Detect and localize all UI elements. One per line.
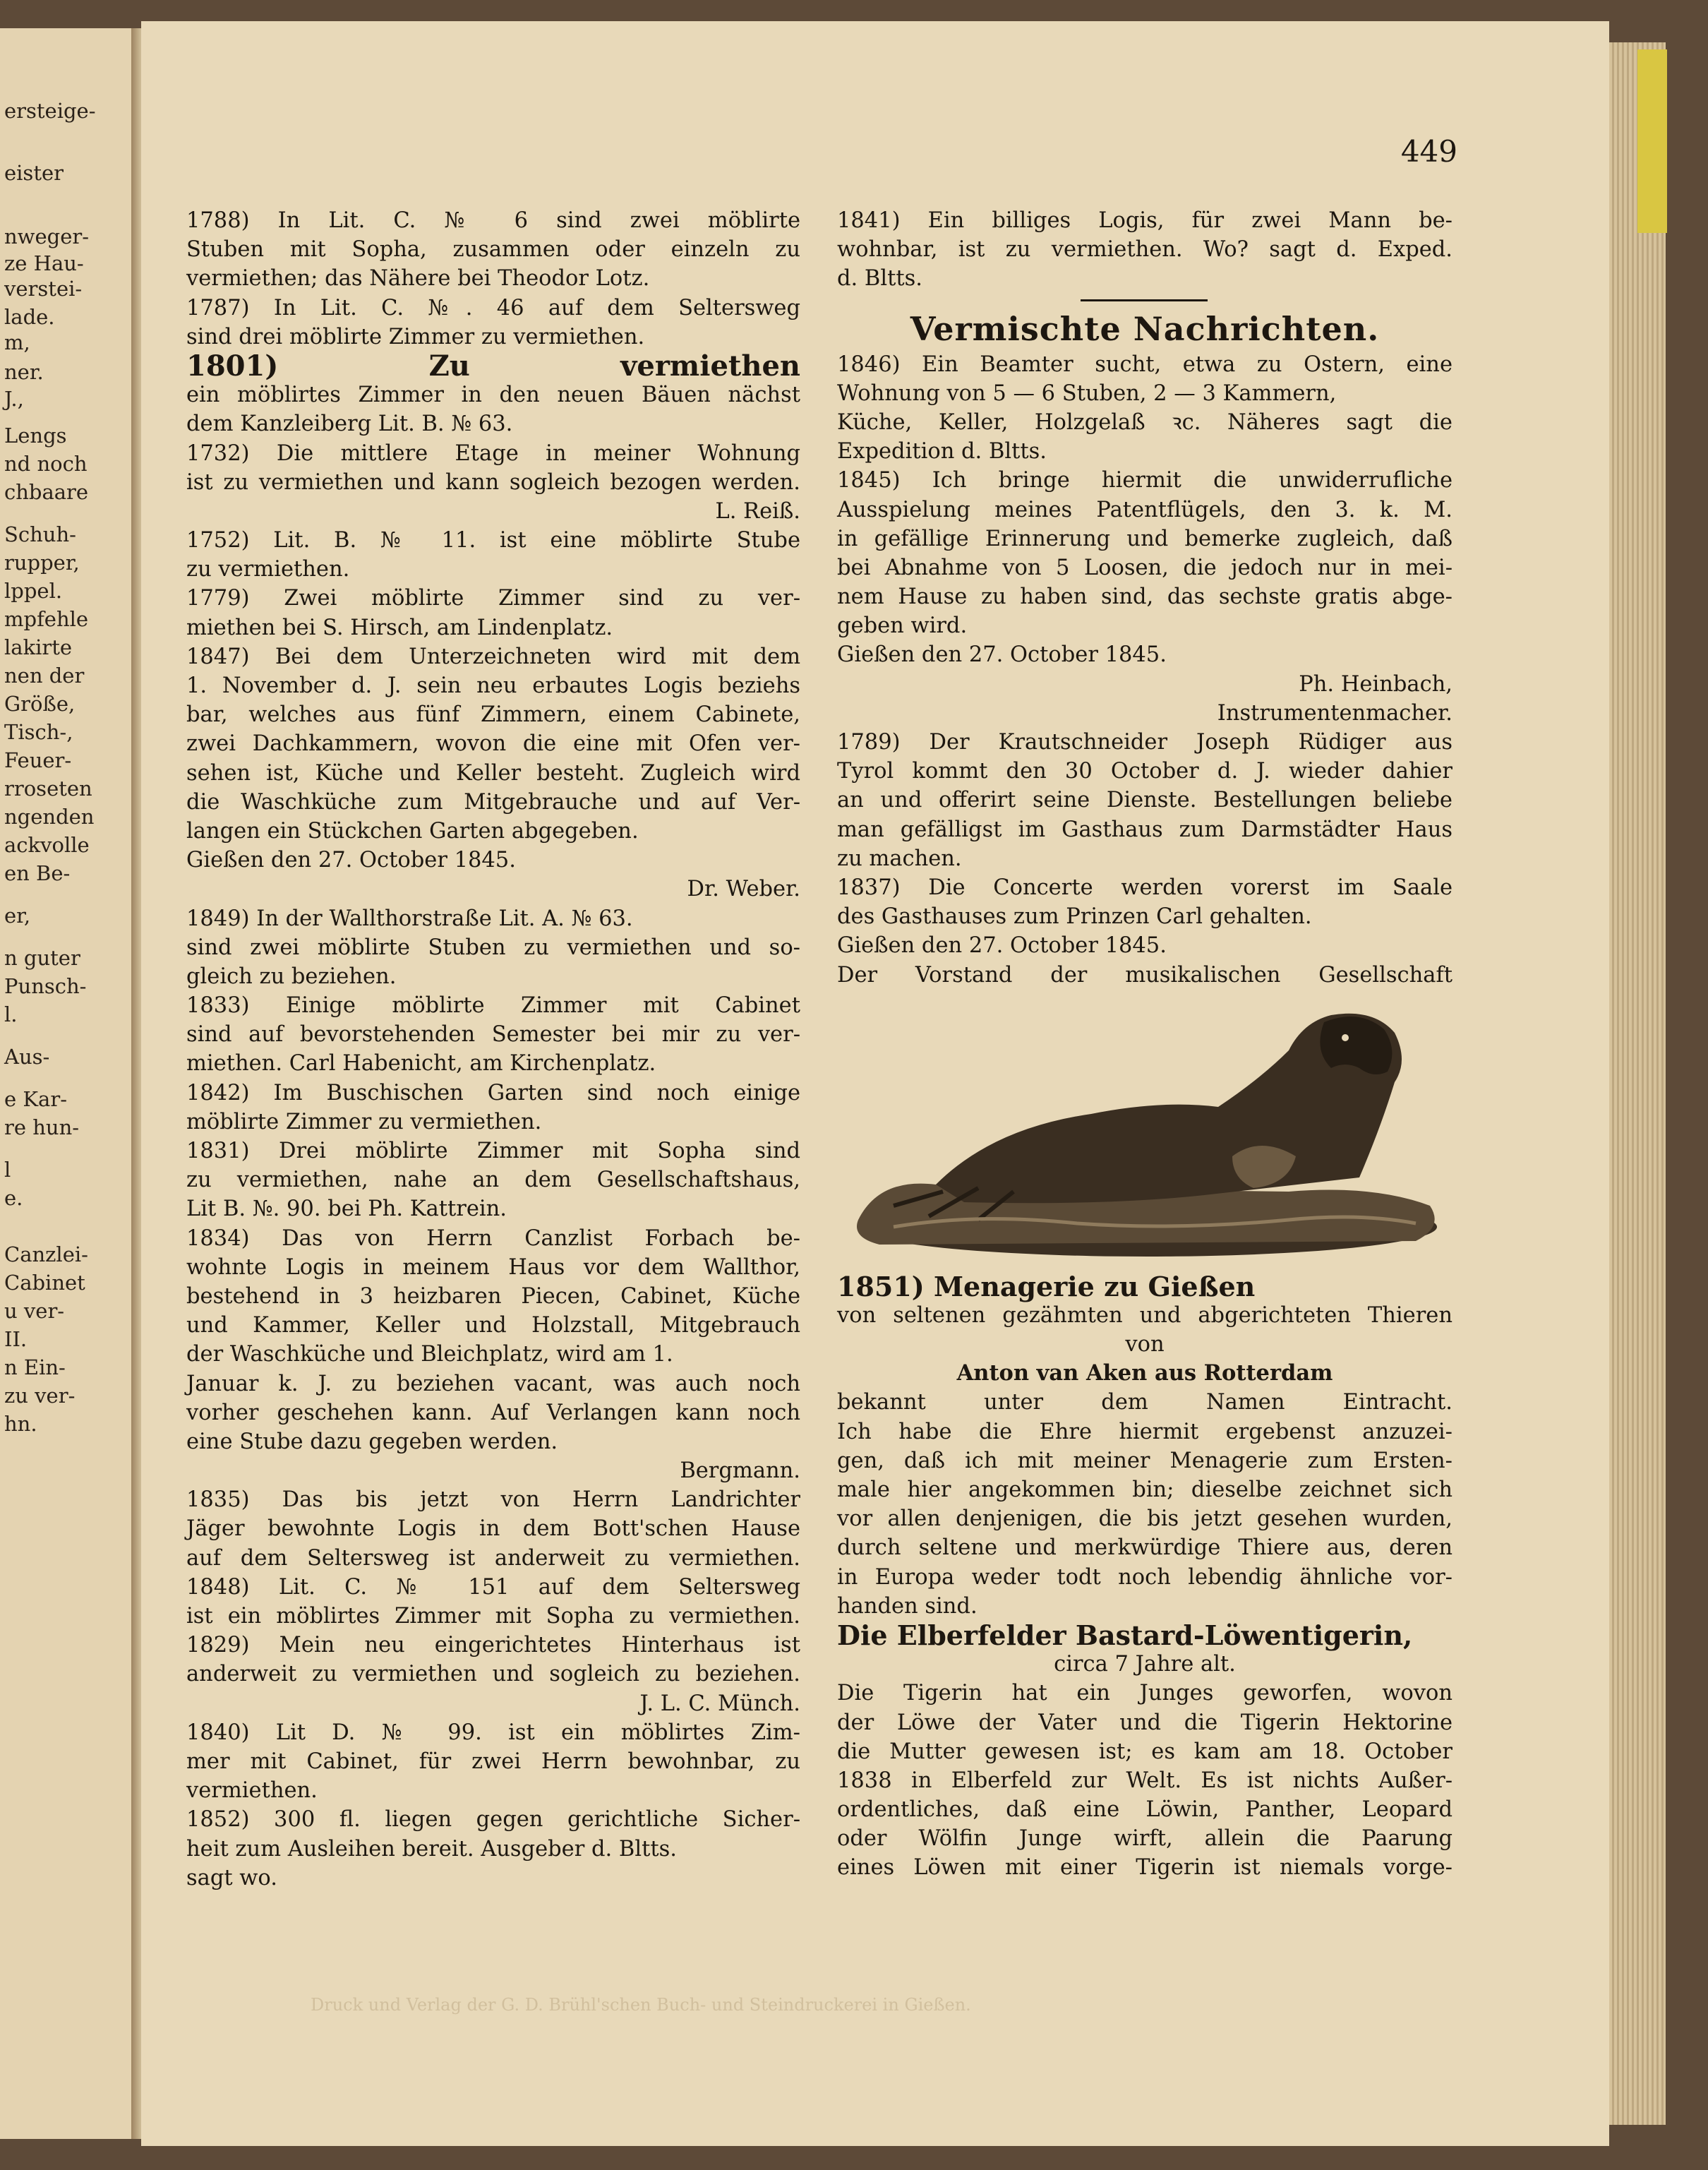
text-line: Gießen den 27. October 1845. — [186, 848, 516, 873]
text-line: 1835) Das bis jetzt von Herrn Landrichter — [186, 1487, 800, 1513]
left-page-text-fragment: verstei- — [4, 277, 83, 301]
text-line: male hier angekommen bin; dieselbe zeichnet sich — [837, 1477, 1453, 1502]
text-line: wohnte Logis in meinem Haus vor dem Wallthor, — [186, 1254, 800, 1280]
text-line: zu vermiethen. — [186, 557, 350, 582]
text-line: Jäger bewohnte Logis in dem Bott'schen Hause — [186, 1516, 800, 1542]
left-page-text-fragment: II. — [4, 1327, 28, 1351]
text-line: circa 7 Jahre alt. — [1054, 1652, 1236, 1677]
text-line: miethen. Carl Habenicht, am Kirchenplatz. — [186, 1051, 656, 1077]
text-line: Lit B. №. 90. bei Ph. Kattrein. — [186, 1197, 507, 1222]
text-line: 1852) 300 fl. liegen gegen gerichtliche Sicher- — [186, 1807, 800, 1833]
text-line: 1847) Bei dem Unterzeichneten wird mit dem — [186, 644, 800, 669]
text-line: zu vermiethen, nahe an dem Gesellschaftshaus, — [186, 1168, 800, 1193]
left-page-text-fragment: lppel. — [4, 579, 63, 603]
text-line: 1845) Ich bringe hiermit die unwiderrufliche — [837, 468, 1453, 493]
text-line: des Gasthauses zum Prinzen Carl gehalten. — [837, 904, 1312, 930]
text-line: gleich zu beziehen. — [186, 964, 397, 989]
text-line: bei Abnahme von 5 Loosen, die jedoch nur in mei- — [837, 555, 1453, 580]
left-page-text-fragment: Feuer- — [4, 748, 72, 772]
left-page-text-fragment: e. — [4, 1186, 23, 1210]
left-page-text-fragment: nen der — [4, 664, 85, 688]
text-line: 1801) Zu vermiethen — [186, 349, 800, 383]
page-edges — [1609, 42, 1666, 2125]
faint-printer-line: Druck und Verlag der G. D. Brühl'schen Buch- und Steindruckerei in Gießen. — [311, 1995, 971, 2015]
text-line: bar, welches aus fünf Zimmern, einem Cabinete, — [186, 702, 800, 728]
text-line: sind zwei möblirte Stuben zu vermiethen und so- — [186, 935, 800, 960]
text-line: ein möblirtes Zimmer in den neuen Bäuen nächst — [186, 383, 800, 408]
text-line: Januar k. J. zu beziehen vacant, was auch noch — [186, 1371, 800, 1396]
left-page-text-fragment: m, — [4, 330, 30, 354]
text-line: dem Kanzleiberg Lit. B. № 63. — [186, 412, 513, 437]
text-line: eine Stube dazu gegeben werden. — [186, 1429, 558, 1454]
text-line: miethen bei S. Hirsch, am Lindenplatz. — [186, 615, 613, 640]
text-line: Die Tigerin hat ein Junges geworfen, wovon — [837, 1681, 1453, 1706]
left-page-text-fragment: Canzlei- — [4, 1242, 88, 1266]
left-page-text-fragment: n guter — [4, 946, 80, 970]
left-page-text-fragment: Cabinet — [4, 1271, 85, 1295]
text-line: Ausspielung meines Patentflügels, den 3. k. M. — [837, 497, 1453, 522]
left-column — [186, 206, 800, 1893]
text-line: 1831) Drei möblirte Zimmer mit Sopha sind — [186, 1139, 800, 1163]
text-line: 1841) Ein billiges Logis, für zwei Mann be- — [837, 208, 1453, 233]
text-line: J. L. C. Münch. — [639, 1691, 800, 1716]
text-line: d. Bltts. — [837, 266, 922, 292]
left-page-text-fragment: chbaare — [4, 480, 89, 504]
text-line: 1837) Die Concerte werden vorerst im Saale — [837, 875, 1453, 900]
left-page-text-fragment: ersteige- — [4, 99, 96, 123]
left-page-text-fragment: u ver- — [4, 1299, 65, 1323]
left-page-text-fragment: zu ver- — [4, 1384, 76, 1408]
text-line: durch seltene und merkwürdige Thiere aus, deren — [837, 1535, 1453, 1561]
text-line: heit zum Ausleihen bereit. Ausgeber d. Bltts. — [186, 1836, 677, 1862]
mixed-notices — [837, 350, 1453, 990]
text-line: zwei Dachkammern, wovon die eine mit Ofen ver- — [186, 731, 800, 757]
left-page-text-fragment: ner. — [4, 360, 44, 384]
left-page-text-fragment: nweger- — [4, 224, 90, 248]
text-line: möblirte Zimmer zu vermiethen. — [186, 1109, 542, 1134]
text-line: die Mutter gewesen ist; es kam am 18. October — [837, 1739, 1453, 1764]
text-line: ist ein möblirtes Zimmer mit Sopha zu vermiethen. — [186, 1604, 800, 1629]
page-number: 449 — [1400, 134, 1457, 169]
left-page-text-fragment: Schuh- — [4, 522, 76, 546]
text-line: Bergmann. — [680, 1458, 800, 1484]
text-line: Ph. Heinbach, — [1299, 671, 1453, 697]
left-page-fragment — [0, 28, 133, 2139]
text-line: man gefälligst im Gasthaus zum Darmstädter Haus — [837, 817, 1453, 842]
text-line: Küche, Keller, Holzgelaß ꝛc. Näheres sagt die — [837, 409, 1453, 435]
text-line: vermiethen; das Nähere bei Theodor Lotz. — [186, 266, 650, 292]
text-line: der Waschküche und Bleichplatz, wird am 1. — [186, 1342, 673, 1367]
text-line: 1789) Der Krautschneider Joseph Rüdiger aus — [837, 730, 1453, 755]
text-line: und Kammer, Keller und Holzstall, Mitgebrauch — [186, 1313, 800, 1338]
text-line: sind auf bevorstehenden Semester bei mir zu ver- — [186, 1022, 800, 1048]
text-line: mer mit Cabinet, für zwei Herrn bewohnbar, zu — [186, 1749, 800, 1774]
text-line: 1732) Die mittlere Etage in meiner Wohnung — [186, 440, 800, 466]
right-column — [837, 206, 1453, 1883]
left-page-text-fragment: Tisch-, — [4, 720, 73, 744]
text-line: 1833) Einige möblirte Zimmer mit Cabinet — [186, 993, 800, 1019]
left-page-text-fragment: Größe, — [4, 692, 76, 716]
text-line: geben wird. — [837, 613, 968, 639]
text-line: 1849) In der Wallthorstraße Lit. A. № 63. — [186, 906, 633, 931]
text-line: 1779) Zwei möblirte Zimmer sind zu ver- — [186, 586, 800, 611]
text-line: 1842) Im Buschischen Garten sind noch einige — [186, 1080, 800, 1105]
text-line: gen, daß ich mit meiner Menagerie zum Ersten- — [837, 1448, 1453, 1473]
text-line: 1846) Ein Beamter sucht, etwa zu Ostern, eine — [837, 352, 1453, 377]
section-rule — [837, 294, 1453, 308]
text-line: nem Hause zu haben sind, das sechste gratis abge- — [837, 585, 1453, 610]
book-gutter — [131, 28, 141, 2139]
left-page-text-fragment: lakirte — [4, 635, 73, 659]
text-line: in Europa weder todt noch lebendig ähnliche vor- — [837, 1564, 1453, 1590]
text-line: Wohnung von 5 — 6 Stuben, 2 — 3 Kammern, — [837, 380, 1337, 406]
text-line: Dr. Weber. — [687, 877, 800, 902]
text-line: auf dem Seltersweg ist anderweit zu vermiethen. — [186, 1545, 800, 1571]
left-page-text-fragment: J., — [4, 387, 24, 411]
left-page-text-fragment: Aus- — [4, 1045, 50, 1069]
text-line: 1840) Lit D. № 99. ist ein möblirtes Zim- — [186, 1720, 800, 1745]
text-line: bekannt unter dem Namen Eintracht. — [837, 1390, 1453, 1415]
text-line: Ich habe die Ehre hiermit ergebenst anzuzei- — [837, 1419, 1453, 1444]
text-line: Instrumentenmacher. — [1217, 700, 1453, 726]
left-page-text-fragment: ze Hau- — [4, 251, 84, 275]
text-line: handen sind. — [837, 1593, 978, 1619]
text-line: die Waschküche zum Mitgebrauche und auf Ver- — [186, 789, 800, 815]
left-page-text-fragment: Punsch- — [4, 974, 87, 998]
text-line: Stuben mit Sopha, zusammen oder einzeln zu — [186, 237, 800, 263]
text-line: 1848) Lit. C. № 151 auf dem Seltersweg — [186, 1574, 800, 1600]
text-line: 1838 in Elberfeld zur Welt. Es ist nichts Außer- — [837, 1768, 1453, 1793]
text-line: sagt wo. — [186, 1865, 277, 1890]
text-line: in gefällige Erinnerung und bemerke zugleich, daß — [837, 526, 1453, 551]
text-line: vermiethen. — [186, 1778, 318, 1804]
left-page-text-fragment: en Be- — [4, 861, 71, 885]
left-page-text-fragment: mpfehle — [4, 607, 89, 631]
text-line: 1788) In Lit. C. № 6 sind zwei möblirte — [186, 208, 800, 233]
text-line: Der Vorstand der musikalischen Gesellschaft — [837, 962, 1453, 988]
left-page-text-fragment: nd noch — [4, 452, 88, 476]
left-page-text-fragment: rroseten — [4, 777, 92, 801]
text-line: Gießen den 27. October 1845. — [837, 933, 1167, 959]
text-line: an und offerirt seine Dienste. Bestellungen beliebe — [837, 788, 1453, 813]
text-line: Gießen den 27. October 1845. — [837, 642, 1167, 668]
text-line: von — [1125, 1332, 1165, 1357]
text-line: zu machen. — [837, 846, 962, 871]
text-line: 1. November d. J. sein neu erbautes Logis beziehs — [186, 673, 800, 698]
text-line: Die Elberfelder Bastard-Löwentigerin, — [837, 1619, 1413, 1651]
text-line: ordentliches, daß eine Löwin, Panther, Leopard — [837, 1797, 1453, 1823]
text-line: sehen ist, Küche und Keller besteht. Zugleich wird — [186, 760, 800, 786]
left-page-text-fragment: ackvolle — [4, 833, 90, 857]
text-line: 1787) In Lit. C. №. 46 auf dem Seltersweg — [186, 295, 800, 320]
lion-tiger-engraving — [837, 994, 1453, 1262]
text-line: sind drei möblirte Zimmer zu vermiethen. — [186, 324, 645, 349]
text-line: anderweit zu vermiethen und sogleich zu beziehen. — [186, 1662, 800, 1687]
text-line: eines Löwen mit einer Tigerin ist niemals vorge- — [837, 1855, 1453, 1881]
text-line: 1851) Menagerie zu Gießen — [837, 1270, 1256, 1302]
text-line: 1752) Lit. B. № 11. ist eine möblirte Stube — [186, 528, 800, 553]
left-page-text-fragment: l. — [4, 1002, 18, 1026]
text-line: Anton van Aken aus Rotterdam — [956, 1360, 1333, 1386]
yellow-page-edge — [1637, 49, 1667, 233]
text-line: Tyrol kommt den 30 October d. J. wieder dahier — [837, 759, 1453, 784]
text-line: langen ein Stückchen Garten abgegeben. — [186, 818, 639, 844]
text-line: 1829) Mein neu eingerichtetes Hinterhaus ist — [186, 1633, 800, 1658]
left-page-text-fragment: re hun- — [4, 1115, 80, 1139]
text-line: wohnbar, ist zu vermiethen. Wo? sagt d. Exped. — [837, 237, 1453, 263]
text-line: oder Wölfin Junge wirft, allein die Paarung — [837, 1826, 1453, 1852]
text-line: von seltenen gezähmten und abgerichteten Thieren — [837, 1302, 1453, 1328]
left-page-text-fragment: rupper, — [4, 551, 80, 575]
left-page-text-fragment: Lengs — [4, 424, 67, 448]
text-line: vorher geschehen kann. Auf Verlangen kann noch — [186, 1400, 800, 1425]
left-page-text-fragment: hn. — [4, 1412, 37, 1436]
text-line: Expedition d. Bltts. — [837, 439, 1047, 464]
left-page-text-fragment: e Kar- — [4, 1087, 67, 1111]
text-line: 1834) Das von Herrn Canzlist Forbach be- — [186, 1225, 800, 1251]
left-page-text-fragment: l — [4, 1158, 11, 1182]
section-heading: Vermischte Nachrichten. — [910, 309, 1380, 348]
text-line: bestehend in 3 heizbaren Piecen, Cabinet, Küche — [186, 1283, 800, 1309]
left-page-text-fragment: ngenden — [4, 805, 95, 829]
text-line: vor allen denjenigen, die bis jetzt gesehen wurden, — [837, 1506, 1453, 1532]
text-line: ist zu vermiethen und kann sogleich bezogen werden. — [186, 469, 800, 495]
text-line: L. Reiß. — [715, 498, 800, 524]
left-page-text-fragment: eister — [4, 161, 64, 185]
notice-1841 — [837, 206, 1453, 294]
text-line: der Löwe der Vater und die Tigerin Hektorine — [837, 1710, 1453, 1735]
left-page-text-fragment: lade. — [4, 305, 55, 329]
left-page-text-fragment: er, — [4, 904, 31, 928]
menagerie-notice — [837, 1272, 1453, 1883]
left-page-text-fragment: n Ein- — [4, 1355, 66, 1379]
